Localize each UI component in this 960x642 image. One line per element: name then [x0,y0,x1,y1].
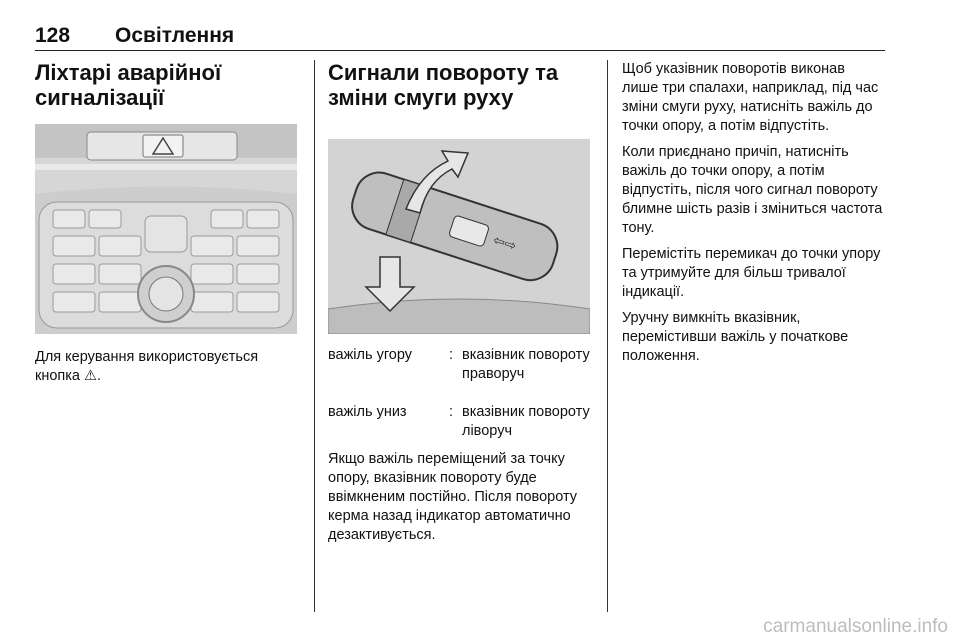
long-indication-paragraph: Перемістіть перемикач до точки упору та утримуйте для більш тривалої індикації. [622,246,881,300]
svg-text:⇦⇨: ⇦⇨ [490,232,519,255]
hazard-description: Для керування використовується кнопка ⚠. [35,349,259,384]
turn-signal-section [328,60,590,110]
chapter-title: Освітлення [115,24,235,47]
definition-desc: вказівник повороту праворуч [462,347,590,382]
hazard-title: Ліхтарі аварійної сигналізації [35,60,222,110]
turn-signal-paragraph: Якщо важіль переміщений за точку опору, вказівник повороту буде ввімкненим постійно. Після повороту керма назад індикатор автоматично дезактивується. [328,451,577,543]
lever-drawing [328,139,590,334]
hazard-description-text: Для керування використовується кнопка [35,349,259,384]
definition-desc: вказівник повороту ліворуч [462,404,590,439]
hazard-section [35,60,297,110]
hazard-button-photo [35,124,297,334]
definition-term: важіль угору [328,347,413,363]
turn-lever-illustration [328,139,590,334]
column-divider [607,60,608,612]
watermark: carmanualsonline.info [763,616,948,637]
trailer-paragraph: Коли приєднано причіп, натисніть важіль до точки опору, а потім відпустіть, після чого сигнал повороту блимне шість разів і зміниться частота тону. [622,144,883,236]
page-number: 128 [35,24,71,47]
definition-term: важіль униз [328,404,407,420]
turn-signal-title: Сигнали повороту та зміни смуги руху [328,60,559,110]
dashboard-illustration [35,124,297,334]
manual-off-paragraph: Уручну вимкніть вказівник, перемістивши важіль у початкове положення. [622,310,849,364]
lane-change-paragraph: Щоб указівник поворотів виконав лише три спалахи, наприклад, під час зміни смуги руху, натисніть важіль до точки опору, а потім відпустіть. [622,61,879,134]
definition-separator: : [449,404,454,420]
hazard-triangle-icon: ⚠ [84,368,98,384]
page-header [35,20,885,51]
column-divider [314,60,315,612]
column-3-text [622,60,884,366]
definition-separator: : [449,347,454,363]
